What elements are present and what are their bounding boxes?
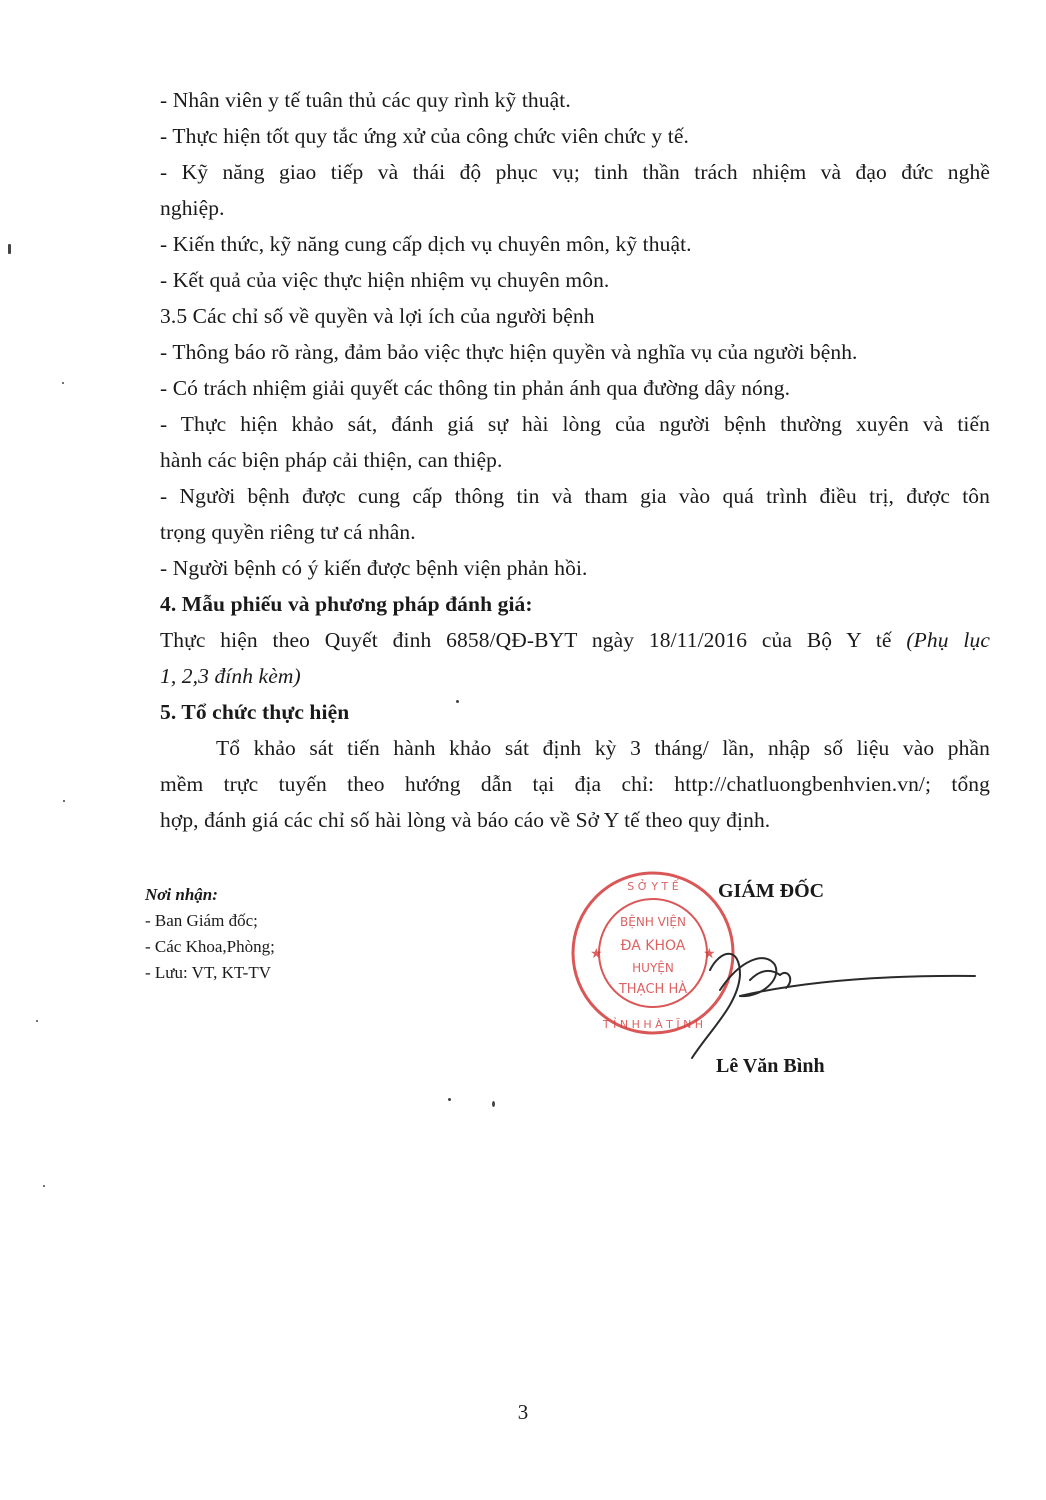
recipients-heading: Nơi nhận: (145, 885, 218, 904)
svg-text:BỆNH VIỆN: BỆNH VIỆN (620, 915, 686, 929)
section-4-text-italic: (Phụ lục (906, 628, 990, 652)
scan-speck (36, 1020, 38, 1022)
body-line: - Người bệnh có ý kiến được bệnh viện phản hồi. (160, 556, 588, 580)
scan-speck (492, 1101, 495, 1107)
body-line: - Thông báo rõ ràng, đảm bảo việc thực hiện quyền và nghĩa vụ của người bệnh. (160, 340, 858, 364)
recipient-item: - Lưu: VT, KT-TV (145, 963, 271, 982)
svg-text:T Ỉ N H H À T Ĩ N H: T Ỉ N H H À T Ĩ N H (602, 1018, 704, 1031)
scan-speck (43, 1185, 45, 1187)
page-number: 3 (517, 1400, 529, 1424)
section-4-text-plain: Thực hiện theo Quyết đinh 6858/QĐ-BYT ngày 18/11/2016 của Bộ Y tế (160, 628, 892, 652)
section-5-heading: 5. Tổ chức thực hiện (160, 700, 350, 724)
svg-text:HUYỆN: HUYỆN (632, 961, 674, 975)
recipient-item: - Ban Giám đốc; (145, 911, 258, 930)
section-4-heading: 4. Mẫu phiếu và phương pháp đánh giá: (160, 592, 533, 616)
scan-speck (8, 244, 11, 254)
section-5-line: mềm trực tuyến theo hướng dẫn tại địa chỉ: http://chatluongbenhvien.vn/; tổng (160, 772, 990, 796)
scan-speck (62, 382, 64, 384)
body-line: - Nhân viên y tế tuân thủ các quy rình kỹ thuật. (160, 88, 571, 112)
body-line: - Thực hiện khảo sát, đánh giá sự hài lòng của người bệnh thường xuyên và tiến (160, 412, 990, 436)
body-line: trọng quyền riêng tư cá nhân. (160, 520, 416, 544)
body-line: - Kỹ năng giao tiếp và thái độ phục vụ; tinh thần trách nhiệm và đạo đức nghề (160, 160, 990, 184)
body-text (160, 82, 990, 838)
svg-text:★: ★ (590, 946, 603, 962)
body-line: - Kết quả của việc thực hiện nhiệm vụ chuyên môn. (160, 268, 610, 292)
body-line: - Có trách nhiệm giải quyết các thông tin phản ánh qua đường dây nóng. (160, 376, 791, 400)
scan-speck (63, 800, 65, 802)
body-line: hành các biện pháp cải thiện, can thiệp. (160, 448, 503, 472)
subsection-heading: 3.5 Các chỉ số về quyền và lợi ích của người bệnh (160, 304, 595, 328)
svg-text:THẠCH HÀ: THẠCH HÀ (618, 982, 688, 997)
scan-speck (456, 700, 459, 703)
body-line: - Kiến thức, kỹ năng cung cấp dịch vụ chuyên môn, kỹ thuật. (160, 232, 692, 256)
svg-text:S Ở Y T Ế: S Ở Y T Ế (627, 880, 679, 893)
scan-speck (448, 1098, 451, 1101)
body-line: nghiệp. (160, 196, 225, 220)
recipient-item: - Các Khoa,Phòng; (145, 937, 275, 956)
handwritten-signature-icon (680, 930, 980, 1060)
svg-text:ĐA KHOA: ĐA KHOA (620, 938, 686, 954)
body-line: - Người bệnh được cung cấp thông tin và tham gia vào quá trình điều trị, được tôn (160, 484, 990, 508)
signature-block (560, 860, 1000, 1090)
section-4-text-italic-cont: 1, 2,3 đính kèm) (160, 664, 301, 688)
section-5-line: Tổ khảo sát tiến hành khảo sát định kỳ 3 tháng/ lần, nhập số liệu vào phần (216, 736, 990, 760)
signer-name: Lê Văn Bình (716, 1055, 825, 1077)
svg-text:★: ★ (703, 946, 716, 962)
signer-title: GIÁM ĐỐC (718, 880, 825, 902)
section-5-line: hợp, đánh giá các chỉ số hài lòng và báo cáo về Sở Y tế theo quy định. (160, 808, 771, 832)
recipients-block (145, 882, 275, 986)
body-line: - Thực hiện tốt quy tắc ứng xử của công chức viên chức y tế. (160, 124, 689, 148)
section-4-text (160, 622, 990, 658)
